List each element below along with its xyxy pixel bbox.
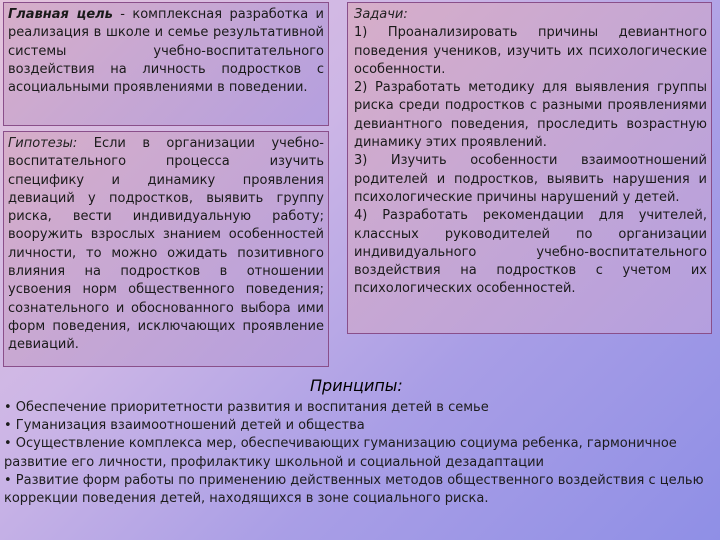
hypothesis-text: Если в организации учебно-воспитательного процесса изучить специфику и динамику проявления девиаций у подростков, выявить группу риска, вести индивидуальную работу; вооружить взрослых знанием особенностей личности, то можно ожидать позитивного влияния на подростков в отношении усвоения норм общественного поведения; сознательного и обоснованного выбора ими форм поведения, исключающих проявление девиаций. (8, 136, 324, 353)
task-item: 3) Изучить особенности взаимоотношений родителей и подростков, выявить нарушения и психологические причины нарушений у детей. (354, 153, 707, 205)
task-item: 2) Разработать методику для выявления группы риска среди подростков с разными проявлениями девиантного поведения, проследить возрастную динамику этих проявлений. (354, 80, 707, 151)
hypothesis-label: Гипотезы: (8, 136, 78, 151)
principle-item: • Обеспечение приоритетности развития и воспитания детей в семье (4, 400, 489, 415)
hypothesis-box (3, 131, 329, 367)
goal-label: Главная цель (8, 7, 113, 22)
principle-item: • Осуществление комплекса мер, обеспечивающих гуманизацию социума ребенка, гармоничное развитие его личности, профилактику школьной и социальной дезадаптации (4, 436, 677, 470)
goal-text: - комплексная разработка и реализация в школе и семье результативной системы учебно-воспитательного воздействия на личность подростков с асоциальными проявлениями в поведении. (8, 7, 324, 96)
goal-box (3, 2, 329, 126)
tasks-label: Задачи: (354, 7, 408, 22)
principle-item: • Гуманизация взаимоотношений детей и общества (4, 418, 365, 434)
tasks-box (347, 2, 712, 334)
principles-title: Принципы: (310, 376, 403, 395)
task-item: 1) Проанализировать причины девиантного поведения учеников, изучить их психологические особенности. (354, 25, 707, 77)
principles-list (4, 399, 714, 508)
task-item: 4) Разработать рекомендации для учителей, классных руководителей по организации индивидуального учебно-воспитательного воздействия на подростков с учетом их психологических особенностей. (354, 208, 707, 297)
principle-item: • Развитие форм работы по применению действенных методов общественного воздействия с целью коррекции поведения детей, находящихся в зоне социального риска. (4, 472, 704, 507)
